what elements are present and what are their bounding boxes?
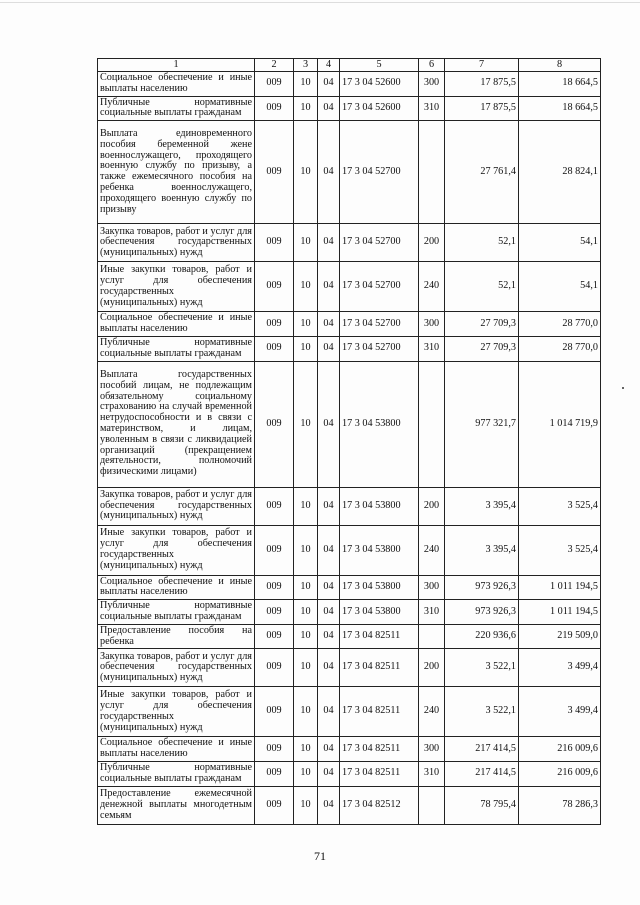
row-sum-year1-cell: 78 795,4 <box>445 786 519 824</box>
table-row <box>98 487 601 525</box>
row-sum-year1-cell: 220 936,6 <box>445 624 519 649</box>
row-section-cell: 10 <box>294 487 318 525</box>
row-admin-code-cell: 009 <box>255 224 294 262</box>
row-subsection-cell: 04 <box>318 224 340 262</box>
row-admin-code-cell: 009 <box>255 336 294 361</box>
budget-table <box>97 58 601 825</box>
row-sum-year2-cell: 3 499,4 <box>519 687 601 737</box>
table-row <box>98 336 601 361</box>
row-article-cell: 17 3 04 82511 <box>340 762 419 787</box>
row-section-cell: 10 <box>294 121 318 224</box>
row-subsection-cell: 04 <box>318 361 340 487</box>
row-article-cell: 17 3 04 52700 <box>340 312 419 337</box>
row-sum-year2-cell: 54,1 <box>519 224 601 262</box>
header-col-section: 3 <box>294 59 318 72</box>
scan-speck <box>622 387 624 389</box>
row-section-cell: 10 <box>294 649 318 687</box>
row-name-cell: Публичные нормативные социальные выплаты гражданам <box>98 96 255 121</box>
row-article-cell: 17 3 04 82511 <box>340 649 419 687</box>
row-article-cell: 17 3 04 52600 <box>340 96 419 121</box>
row-sum-year2-cell: 1 011 194,5 <box>519 575 601 600</box>
row-section-cell: 10 <box>294 687 318 737</box>
row-name-cell: Публичные нормативные социальные выплаты гражданам <box>98 762 255 787</box>
row-expense-type-cell: 240 <box>419 525 445 575</box>
row-admin-code-cell: 009 <box>255 687 294 737</box>
row-expense-type-cell: 240 <box>419 262 445 312</box>
row-article-cell: 17 3 04 52700 <box>340 224 419 262</box>
row-sum-year1-cell: 973 926,3 <box>445 575 519 600</box>
table-body <box>98 72 601 825</box>
table-row <box>98 737 601 762</box>
row-admin-code-cell: 009 <box>255 737 294 762</box>
row-name-cell: Социальное обеспечение и иные выплаты населению <box>98 575 255 600</box>
table-header-row <box>98 59 601 72</box>
row-section-cell: 10 <box>294 96 318 121</box>
row-article-cell: 17 3 04 53800 <box>340 575 419 600</box>
row-sum-year2-cell: 3 499,4 <box>519 649 601 687</box>
row-admin-code-cell: 009 <box>255 312 294 337</box>
row-sum-year2-cell: 28 824,1 <box>519 121 601 224</box>
row-admin-code-cell: 009 <box>255 624 294 649</box>
row-subsection-cell: 04 <box>318 786 340 824</box>
row-sum-year1-cell: 27 761,4 <box>445 121 519 224</box>
row-name-cell: Социальное обеспечение и иные выплаты населению <box>98 312 255 337</box>
row-subsection-cell: 04 <box>318 649 340 687</box>
row-admin-code-cell: 009 <box>255 487 294 525</box>
row-sum-year1-cell: 52,1 <box>445 262 519 312</box>
row-admin-code-cell: 009 <box>255 786 294 824</box>
table-row <box>98 525 601 575</box>
table-row <box>98 96 601 121</box>
row-article-cell: 17 3 04 82512 <box>340 786 419 824</box>
header-col-expense-type: 6 <box>419 59 445 72</box>
table-row <box>98 762 601 787</box>
row-name-cell: Предоставление пособия на ребенка <box>98 624 255 649</box>
row-admin-code-cell: 009 <box>255 262 294 312</box>
row-sum-year1-cell: 973 926,3 <box>445 600 519 625</box>
row-expense-type-cell <box>419 624 445 649</box>
row-sum-year1-cell: 3 522,1 <box>445 649 519 687</box>
row-name-cell: Выплата единовременного пособия беременной жене военнослужащего, проходящего военную службу по призыву, а также ежемесячного пособия на ребенка военнослужащего, проходящего военную службу по призыву <box>98 121 255 224</box>
row-article-cell: 17 3 04 52700 <box>340 262 419 312</box>
row-article-cell: 17 3 04 53800 <box>340 361 419 487</box>
row-section-cell: 10 <box>294 600 318 625</box>
row-sum-year1-cell: 27 709,3 <box>445 336 519 361</box>
row-sum-year2-cell: 28 770,0 <box>519 336 601 361</box>
row-name-cell: Социальное обеспечение и иные выплаты населению <box>98 72 255 97</box>
row-admin-code-cell: 009 <box>255 72 294 97</box>
row-subsection-cell: 04 <box>318 600 340 625</box>
row-name-cell: Закупка товаров, работ и услуг для обеспечения государственных (муниципальных) нужд <box>98 649 255 687</box>
row-name-cell: Публичные нормативные социальные выплаты гражданам <box>98 600 255 625</box>
table-row <box>98 649 601 687</box>
row-sum-year2-cell: 18 664,5 <box>519 72 601 97</box>
table-row <box>98 312 601 337</box>
row-subsection-cell: 04 <box>318 624 340 649</box>
row-section-cell: 10 <box>294 224 318 262</box>
header-col-article: 5 <box>340 59 419 72</box>
row-sum-year2-cell: 1 014 719,9 <box>519 361 601 487</box>
row-name-cell: Закупка товаров, работ и услуг для обеспечения государственных (муниципальных) нужд <box>98 487 255 525</box>
row-name-cell: Выплата государственных пособий лицам, не подлежащим обязательному социальному страхованию на случай временной нетрудоспособности и в связи с материнством, и лицам, уволенным в связи с ликвидацией организаций (прекращением деятельности, полномочий физическими лицами) <box>98 361 255 487</box>
row-article-cell: 17 3 04 53800 <box>340 600 419 625</box>
row-name-cell: Предоставление ежемесячной денежной выплаты многодетным семьям <box>98 786 255 824</box>
row-section-cell: 10 <box>294 624 318 649</box>
row-admin-code-cell: 009 <box>255 600 294 625</box>
header-col-sum-year2: 8 <box>519 59 601 72</box>
row-subsection-cell: 04 <box>318 312 340 337</box>
row-expense-type-cell: 300 <box>419 737 445 762</box>
row-article-cell: 17 3 04 52700 <box>340 336 419 361</box>
row-article-cell: 17 3 04 52700 <box>340 121 419 224</box>
row-article-cell: 17 3 04 53800 <box>340 487 419 525</box>
row-subsection-cell: 04 <box>318 762 340 787</box>
row-name-cell: Иные закупки товаров, работ и услуг для обеспечения государственных (муниципальных) нужд <box>98 262 255 312</box>
row-subsection-cell: 04 <box>318 96 340 121</box>
row-sum-year1-cell: 3 522,1 <box>445 687 519 737</box>
row-section-cell: 10 <box>294 525 318 575</box>
table-row <box>98 224 601 262</box>
row-name-cell: Иные закупки товаров, работ и услуг для обеспечения государственных (муниципальных) нужд <box>98 687 255 737</box>
row-article-cell: 17 3 04 82511 <box>340 624 419 649</box>
table-row <box>98 687 601 737</box>
header-col-subsection: 4 <box>318 59 340 72</box>
row-subsection-cell: 04 <box>318 72 340 97</box>
row-expense-type-cell: 200 <box>419 649 445 687</box>
row-name-cell: Публичные нормативные социальные выплаты гражданам <box>98 336 255 361</box>
header-col-admin: 2 <box>255 59 294 72</box>
row-section-cell: 10 <box>294 72 318 97</box>
row-sum-year1-cell: 52,1 <box>445 224 519 262</box>
row-admin-code-cell: 009 <box>255 762 294 787</box>
row-sum-year1-cell: 3 395,4 <box>445 525 519 575</box>
row-sum-year2-cell: 18 664,5 <box>519 96 601 121</box>
row-sum-year2-cell: 216 009,6 <box>519 737 601 762</box>
row-admin-code-cell: 009 <box>255 361 294 487</box>
row-expense-type-cell: 240 <box>419 687 445 737</box>
row-article-cell: 17 3 04 82511 <box>340 687 419 737</box>
row-sum-year1-cell: 217 414,5 <box>445 762 519 787</box>
row-admin-code-cell: 009 <box>255 525 294 575</box>
table-row <box>98 600 601 625</box>
row-sum-year2-cell: 78 286,3 <box>519 786 601 824</box>
row-section-cell: 10 <box>294 786 318 824</box>
header-col-name: 1 <box>98 59 255 72</box>
row-expense-type-cell: 310 <box>419 600 445 625</box>
row-expense-type-cell: 310 <box>419 336 445 361</box>
row-expense-type-cell: 300 <box>419 312 445 337</box>
row-sum-year1-cell: 17 875,5 <box>445 72 519 97</box>
row-expense-type-cell: 200 <box>419 487 445 525</box>
table-row <box>98 72 601 97</box>
row-sum-year1-cell: 3 395,4 <box>445 487 519 525</box>
row-sum-year1-cell: 977 321,7 <box>445 361 519 487</box>
row-name-cell: Социальное обеспечение и иные выплаты населению <box>98 737 255 762</box>
row-sum-year2-cell: 3 525,4 <box>519 487 601 525</box>
row-subsection-cell: 04 <box>318 575 340 600</box>
row-expense-type-cell <box>419 121 445 224</box>
row-section-cell: 10 <box>294 262 318 312</box>
row-sum-year2-cell: 3 525,4 <box>519 525 601 575</box>
row-subsection-cell: 04 <box>318 737 340 762</box>
row-subsection-cell: 04 <box>318 687 340 737</box>
table-row <box>98 121 601 224</box>
row-sum-year2-cell: 219 509,0 <box>519 624 601 649</box>
row-sum-year1-cell: 27 709,3 <box>445 312 519 337</box>
table-row <box>98 786 601 824</box>
row-article-cell: 17 3 04 82511 <box>340 737 419 762</box>
row-expense-type-cell: 300 <box>419 72 445 97</box>
row-subsection-cell: 04 <box>318 487 340 525</box>
row-expense-type-cell: 310 <box>419 762 445 787</box>
row-sum-year1-cell: 217 414,5 <box>445 737 519 762</box>
table-row <box>98 361 601 487</box>
row-expense-type-cell: 300 <box>419 575 445 600</box>
row-name-cell: Закупка товаров, работ и услуг для обеспечения государственных (муниципальных) нужд <box>98 224 255 262</box>
row-admin-code-cell: 009 <box>255 121 294 224</box>
row-sum-year1-cell: 17 875,5 <box>445 96 519 121</box>
row-sum-year2-cell: 1 011 194,5 <box>519 600 601 625</box>
row-name-cell: Иные закупки товаров, работ и услуг для обеспечения государственных (муниципальных) нужд <box>98 525 255 575</box>
row-section-cell: 10 <box>294 336 318 361</box>
row-section-cell: 10 <box>294 737 318 762</box>
row-expense-type-cell <box>419 361 445 487</box>
row-section-cell: 10 <box>294 312 318 337</box>
row-article-cell: 17 3 04 52600 <box>340 72 419 97</box>
row-expense-type-cell: 200 <box>419 224 445 262</box>
row-admin-code-cell: 009 <box>255 649 294 687</box>
row-section-cell: 10 <box>294 361 318 487</box>
row-subsection-cell: 04 <box>318 336 340 361</box>
table-row <box>98 575 601 600</box>
row-section-cell: 10 <box>294 762 318 787</box>
row-article-cell: 17 3 04 53800 <box>340 525 419 575</box>
header-col-sum-year1: 7 <box>445 59 519 72</box>
row-sum-year2-cell: 54,1 <box>519 262 601 312</box>
row-subsection-cell: 04 <box>318 525 340 575</box>
row-subsection-cell: 04 <box>318 121 340 224</box>
table-row <box>98 262 601 312</box>
row-admin-code-cell: 009 <box>255 96 294 121</box>
row-sum-year2-cell: 28 770,0 <box>519 312 601 337</box>
row-section-cell: 10 <box>294 575 318 600</box>
scan-edge <box>0 2 640 3</box>
row-admin-code-cell: 009 <box>255 575 294 600</box>
row-expense-type-cell <box>419 786 445 824</box>
page-number: 71 <box>314 849 326 863</box>
table-row <box>98 624 601 649</box>
row-expense-type-cell: 310 <box>419 96 445 121</box>
row-subsection-cell: 04 <box>318 262 340 312</box>
row-sum-year2-cell: 216 009,6 <box>519 762 601 787</box>
